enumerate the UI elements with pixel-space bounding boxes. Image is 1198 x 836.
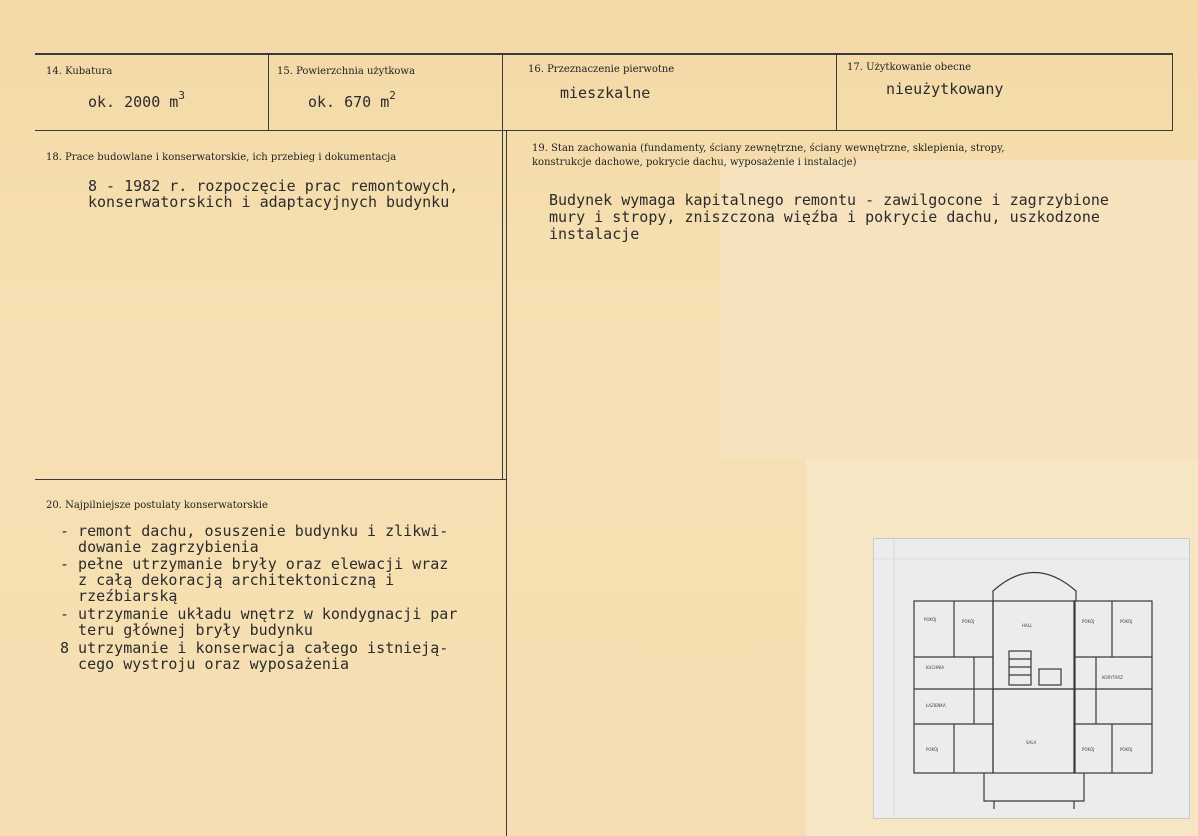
col-rule-right xyxy=(506,131,507,836)
field-14-value xyxy=(88,88,185,110)
room-label: ŁAZIENKA xyxy=(926,703,946,708)
field-14-value-base: ok. 2000 m xyxy=(88,93,179,111)
field-14-value-sup: 3 xyxy=(178,89,185,102)
field-19-label-2: konstrukcje dachowe, pokrycie dachu, wyposażenie i instalacje) xyxy=(532,157,857,168)
room-label: POKÓJ xyxy=(1120,619,1133,624)
field-20-label: 20. Najpilniejsze postulaty konserwatorskie xyxy=(46,500,268,511)
top-rule xyxy=(35,53,1172,55)
field-15-value xyxy=(308,88,396,110)
floor-plan-drawing xyxy=(874,539,1189,818)
room-label: KORYTARZ xyxy=(1102,675,1123,680)
col-rule-2 xyxy=(502,55,503,479)
field-18-label: 18. Prace budowlane i konserwatorskie, ich przebieg i dokumentacja xyxy=(46,152,397,163)
field-20-line-3: - pełne utrzymanie bryły oraz elewacji wraz xyxy=(60,555,449,573)
field-20-line-7: teru głównej bryły budynku xyxy=(60,621,313,639)
room-label: POKÓJ xyxy=(962,619,975,624)
room-label: POKÓJ xyxy=(924,617,937,622)
field-19-label-1: 19. Stan zachowania (fundamenty, ściany zewnętrzne, ściany wewnętrzne, sklepienia, stropy, xyxy=(532,143,1005,154)
room-label: KUCHNIA xyxy=(926,665,945,670)
field-19-line-1: Budynek wymaga kapitalnego remontu - zawilgocone i zagrzybione xyxy=(549,191,1109,209)
col-rule-3 xyxy=(836,55,837,130)
col-rule-4 xyxy=(1172,53,1173,131)
field-20-line-9: cego wystroju oraz wyposażenia xyxy=(60,655,349,673)
field-15-value-base: ok. 670 m xyxy=(308,93,390,111)
field-19-line-3: instalacje xyxy=(549,225,640,243)
col-rule-1 xyxy=(268,55,269,130)
field-16-value: mieszkalne xyxy=(560,84,651,102)
field-17-label: 17. Użytkowanie obecne xyxy=(847,62,972,73)
field-20-line-5: rzeźbiarską xyxy=(60,587,178,605)
field-14-label: 14. Kubatura xyxy=(46,66,113,77)
field-20-line-6: - utrzymanie układu wnętrz w kondygnacji par xyxy=(60,605,458,623)
field-20-line-2: dowanie zagrzybienia xyxy=(60,538,259,556)
row-rule xyxy=(35,130,1172,131)
room-label: SALA xyxy=(1026,740,1037,745)
section-rule-20 xyxy=(35,479,507,480)
field-16-label: 16. Przeznaczenie pierwotne xyxy=(528,64,675,75)
field-19-line-2: mury i stropy, zniszczona więźba i pokrycie dachu, uszkodzone xyxy=(549,208,1100,226)
room-label: POKÓJ xyxy=(1082,619,1095,624)
room-label: POKÓJ xyxy=(1082,747,1095,752)
field-15-value-sup: 2 xyxy=(389,89,396,102)
floor-plan-photo xyxy=(873,538,1190,819)
room-label: POKÓJ xyxy=(926,747,939,752)
field-18-line-1: 8 - 1982 r. rozpoczęcie prac remontowych, xyxy=(88,177,459,195)
field-18-line-2: konserwatorskich i adaptacyjnych budynku xyxy=(88,193,450,211)
field-20-line-4: z całą dekoracją architektoniczną i xyxy=(60,571,395,589)
field-20-line-8: 8 utrzymanie i konserwacja całego istnieją- xyxy=(60,639,449,657)
field-20-line-1: - remont dachu, osuszenie budynku i zlikwi- xyxy=(60,522,449,540)
room-label: HALL xyxy=(1022,623,1033,628)
field-15-label: 15. Powierzchnia użytkowa xyxy=(277,66,415,77)
field-17-value: nieużytkowany xyxy=(886,80,1004,98)
room-label: POKÓJ xyxy=(1120,747,1133,752)
